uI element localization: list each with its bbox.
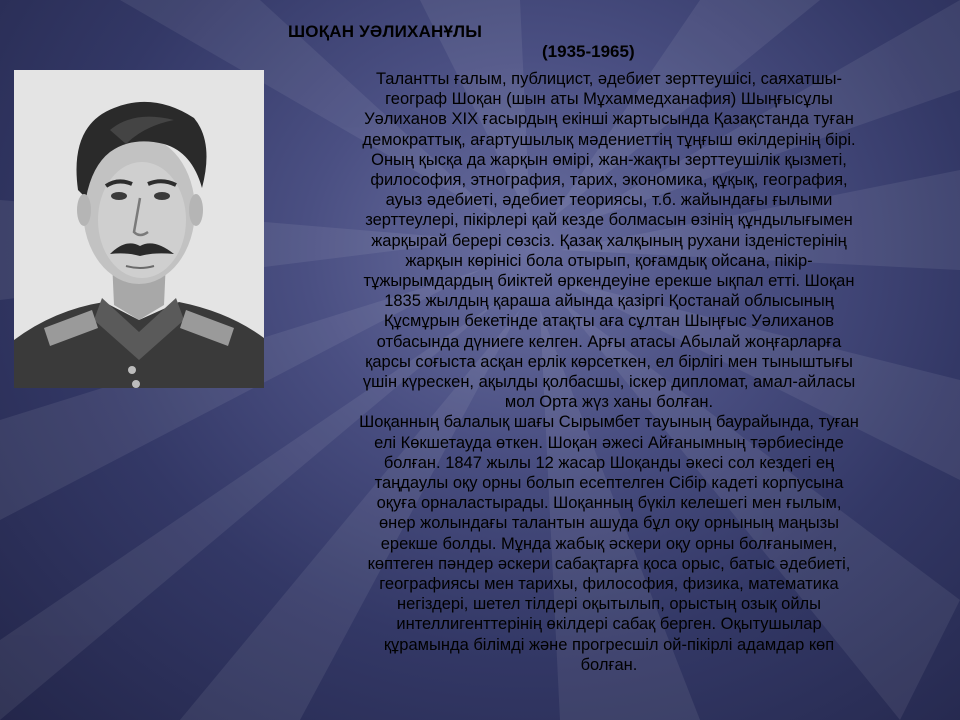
text-line: Талантты ғалым, публицист, әдебиет зерттеушісі, саяхатшы- xyxy=(375,70,843,88)
life-dates: (1935-1965) xyxy=(542,42,635,61)
text-line: Шоқанның балалық шағы Сырымбет тауының баурайында, туған xyxy=(359,413,859,432)
text-line: интеллигенттерінің өкілдері сабақ берген. Оқытушылар xyxy=(396,615,822,634)
text-line: ауыз әдебиеті, әдебиет теориясы, т.б. жайындағы ғылыми xyxy=(385,191,833,210)
biography-text xyxy=(262,69,956,675)
text-line: негіздері, шетел тілдері оқытылып, орыстың озық ойлы xyxy=(396,595,822,614)
text-line: болған. xyxy=(580,655,638,674)
text-line: құрамында білімді және прогресшіл ой-пікірлі адамдар көп xyxy=(383,635,835,654)
text-line: мол Орта жүз ханы болған. xyxy=(504,393,714,412)
text-line: көптеген пәндер әскери сабақтарға қоса орыс, батыс әдебиеті, xyxy=(367,554,851,573)
text-line: географ Шоқан (шын аты Мұхаммедханафия) Шыңғысұлы xyxy=(385,90,833,109)
bio-paragraph-1 xyxy=(262,69,956,412)
text-line: оқуға орналастырады. Шоқанның бүкіл келешегі мен ғылым, xyxy=(376,494,842,513)
text-line: Құсмұрын бекетінде атақты аға сұлтан Шыңғыс Уәлиханов xyxy=(383,312,835,331)
text-line: таңдаулы оқу орны болып есептелген Сібір кадеті корпусына xyxy=(374,474,844,493)
text-line: географиясы мен тарихы, философия, физика, математика xyxy=(379,575,839,594)
text-line: елі Көкшетауда өткен. Шоқан әжесі Айғанымның тәрбиесінде xyxy=(374,433,844,452)
text-line: философия, этнография, тарих, экономика, құқық, география, xyxy=(370,171,848,190)
text-line: қарсы соғыста асқан ерлік көрсеткен, ел бірлігі мен тыныштығы xyxy=(365,352,853,371)
text-line: 1835 жылдың қараша айында қазіргі Қостанай облысының xyxy=(384,292,834,311)
text-line: зерттеулері, пікірлері қай кезде болмасын өзінің құндылығымен xyxy=(365,211,853,230)
text-line: жарқын көрінісі бола отырып, қоғамдық ойсана, пікір- xyxy=(405,251,813,270)
text-line: өнер жолындағы талантын ашуда бұл оқу орнының маңызы xyxy=(378,514,840,533)
text-line: Уәлиханов XIX ғасырдың екінші жартысында Қазақстанда туған xyxy=(364,110,854,129)
text-line: үшін күрескен, ақылды қолбасшы, іскер дипломат, амал-айласы xyxy=(362,373,856,392)
text-line: отбасында дүниеге келген. Арғы атасы Абылай жоңғарларға xyxy=(376,332,842,351)
bio-paragraph-2 xyxy=(262,412,956,675)
text-line: Оның қысқа да жарқын өмірі, жан-жақты зерттеушілік қызметі, xyxy=(371,150,847,169)
text-line: ерекше болды. Мұнда жабық әскери оқу орны болғанымен, xyxy=(380,534,838,553)
text-line: тұжырымдардың биіктей өркендеуіне ерекше ықпал етті. Шоқан xyxy=(363,272,855,291)
text-line: жарқырай берері сөзсіз. Қазақ халқының рухани ізденістерінің xyxy=(371,231,847,250)
slide-title: ШОҚАН УӘЛИХАНҰЛЫ xyxy=(288,22,483,41)
text-line: демократтық, ағартушылық мәдениеттің тұңғыш өкілдерінің бірі. xyxy=(362,130,856,149)
portrait-image xyxy=(14,70,264,388)
text-line: болған. 1847 жылы 12 жасар Шоқанды әкесі сол кездегі ең xyxy=(383,453,835,472)
